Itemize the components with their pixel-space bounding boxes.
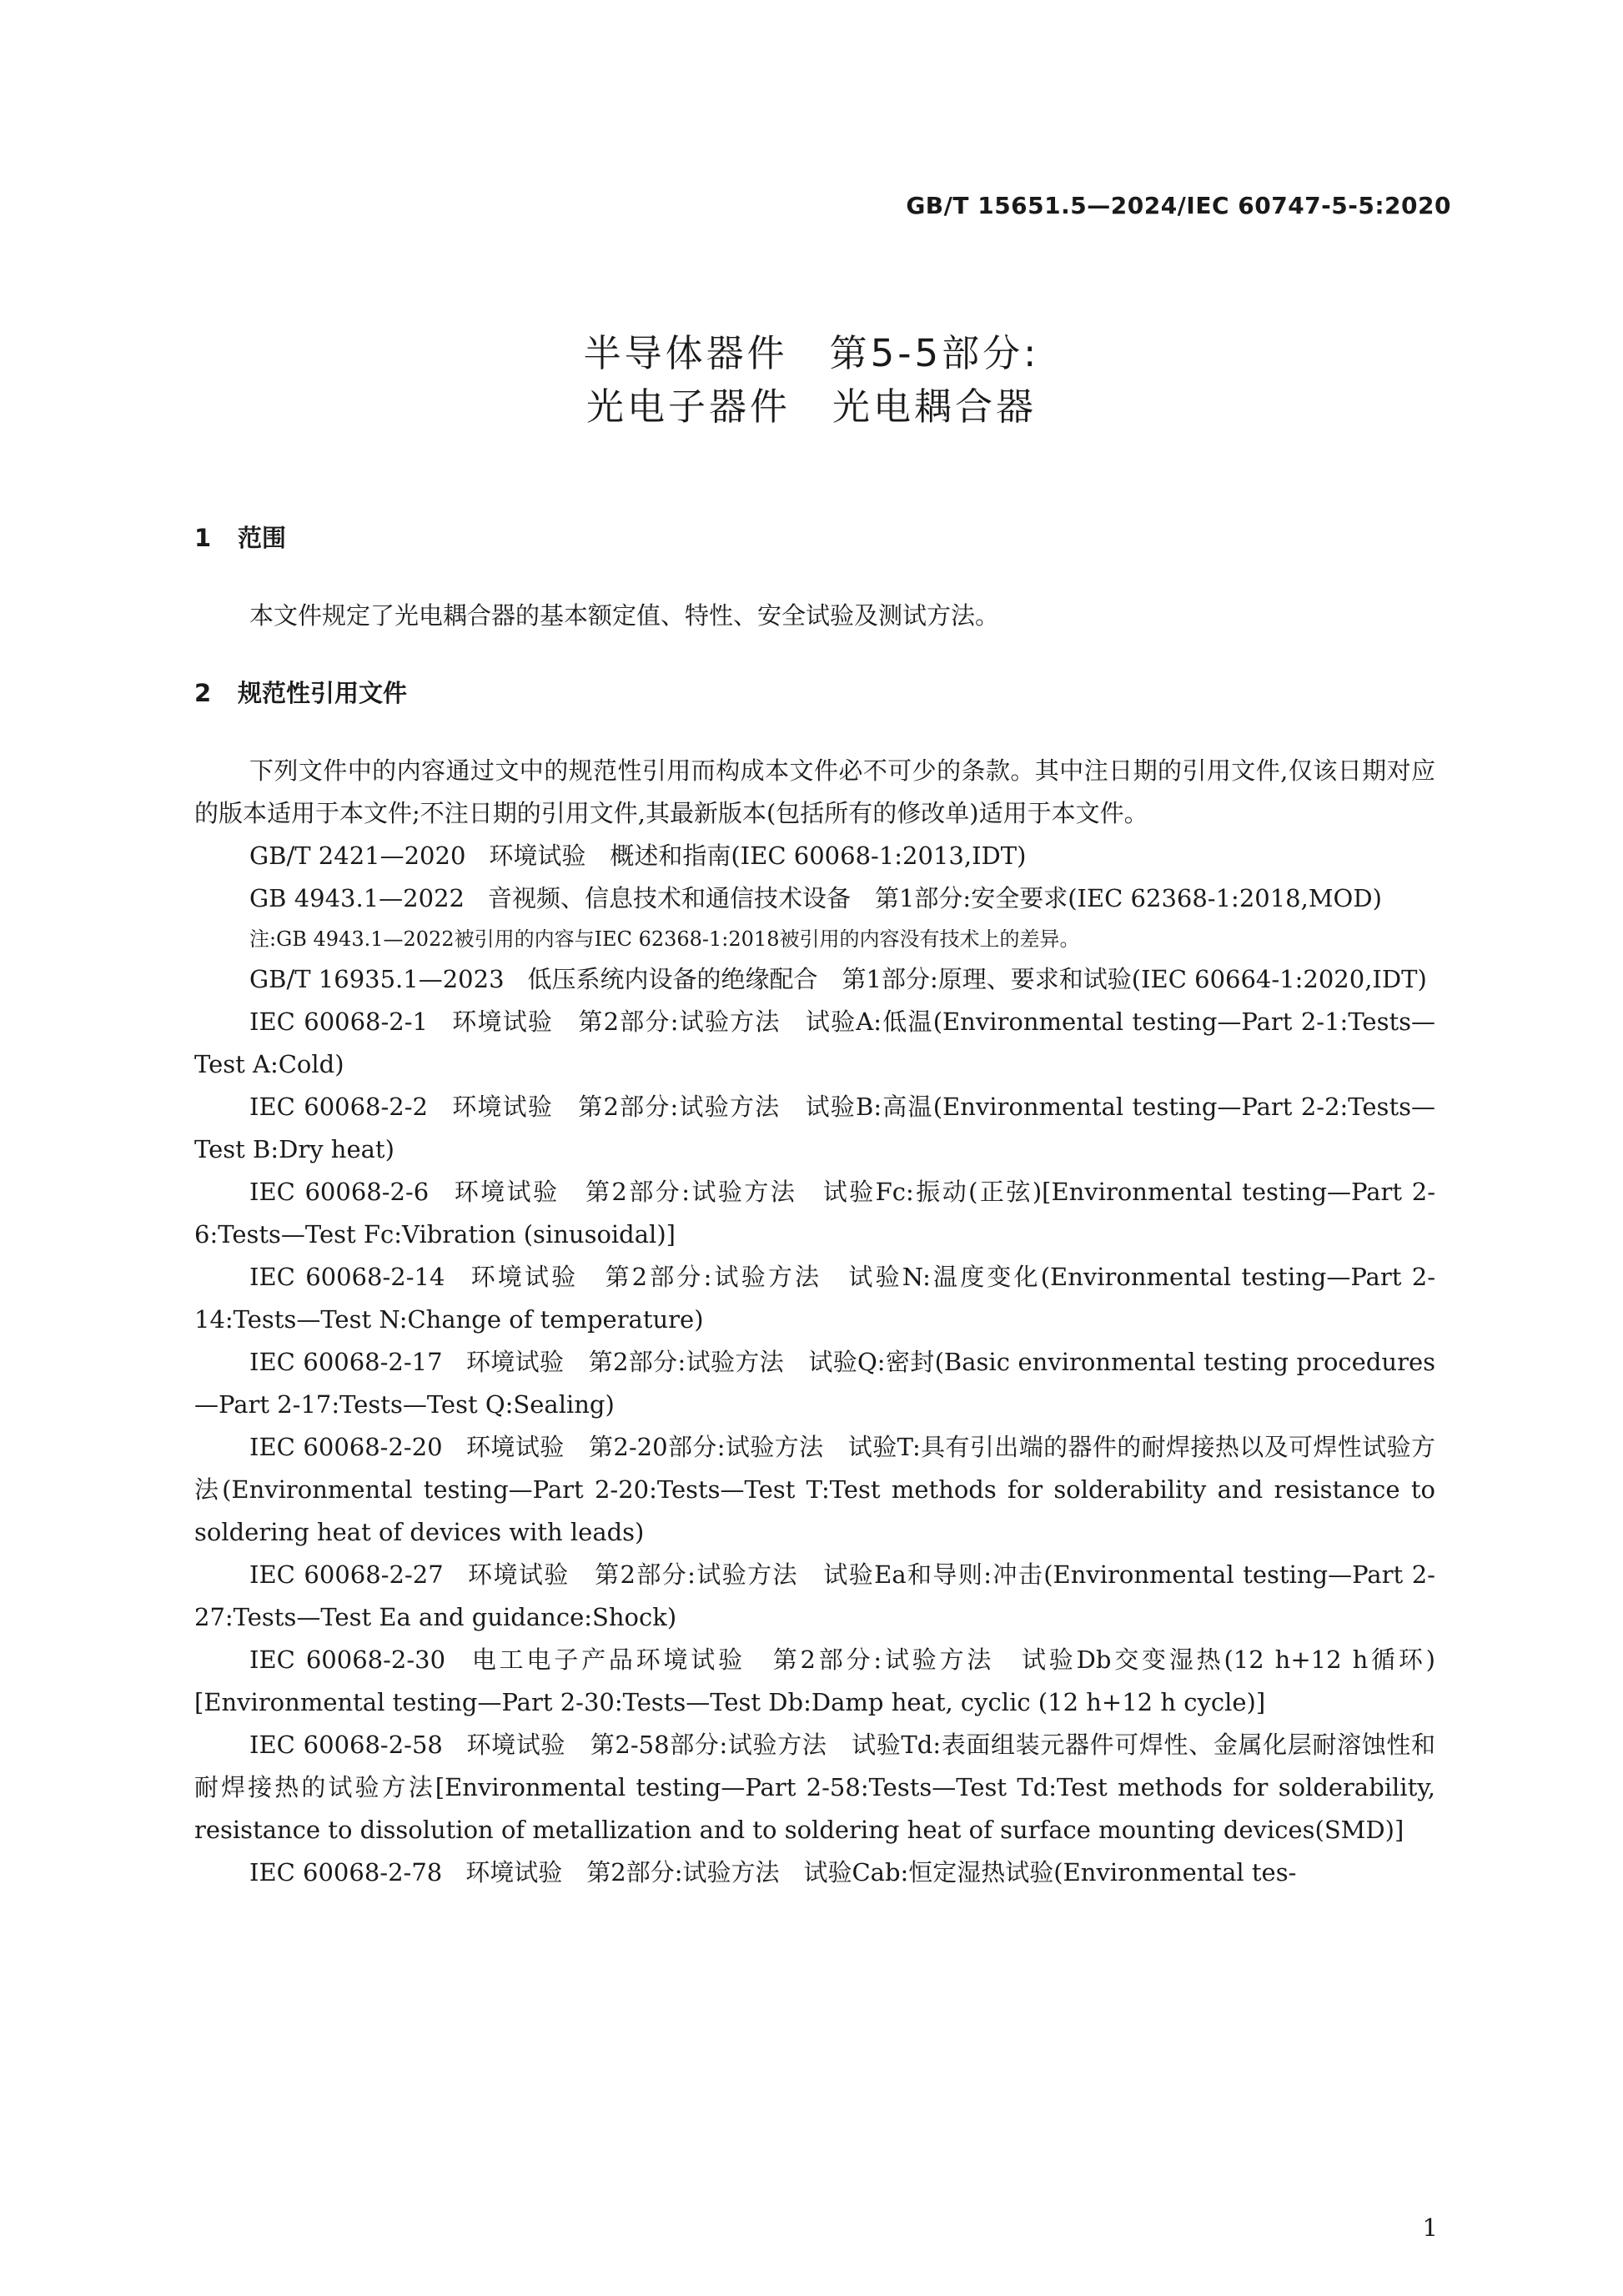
title-line-1 [0,327,1623,380]
reference-title: 环境试验 第2部分:试验方法 试验B:高温(Environmental testing—Part 2-2:Tests—Test B:Dry heat) [194,1093,1435,1163]
title-line-2-part-2: 光电耦合器 [832,384,1038,429]
section-title: 范围 [238,524,287,552]
reference-title: 环境试验 第2部分:试验方法 试验A:低温(Environmental testing—Part 2-1:Tests—Test A:Cold) [194,1007,1435,1078]
document-title [0,327,1623,434]
reference-item [194,1086,1435,1171]
reference-title: 电工电子产品环境试验 第2部分:试验方法 试验Db交变湿热(12 h+12 h循环)[Environmental testing—Part 2-30:Tests—Test Db:Damp heat, cyclic (12 h+12 h cycle)] [194,1645,1435,1716]
reference-code: IEC 60068-2-2 [249,1093,428,1121]
reference-item [194,1256,1435,1341]
reference-title: 环境试验 第2部分:试验方法 试验Ea和导则:冲击(Environmental testing—Part 2-27:Tests—Test Ea and guidance:Shock) [194,1560,1435,1631]
section-title: 规范性引用文件 [238,679,408,707]
reference-code: GB/T 16935.1—2023 [249,965,505,993]
reference-code: GB/T 2421—2020 [249,842,466,870]
reference-item [194,1341,1435,1426]
references-intro-paragraph: 下列文件中的内容通过文中的规范性引用而构成本文件必不可少的条款。其中注日期的引用文件,仅该日期对应的版本适用于本文件;不注日期的引用文件,其最新版本(包括所有的修改单)适用于本文件。 [194,756,1435,827]
section-heading-normative-references [194,672,1435,715]
reference-title: 低压系统内设备的绝缘配合 第1部分:原理、要求和试验(IEC 60664-1:2020,IDT) [527,965,1427,993]
section-number: 1 [194,524,212,552]
reference-code: IEC 60068-2-14 [249,1263,445,1291]
reference-code: IEC 60068-2-1 [249,1007,429,1036]
reference-item [194,1426,1435,1554]
reference-code: IEC 60068-2-30 [249,1645,446,1674]
reference-title: 环境试验 概述和指南(IEC 60068-1:2013,IDT) [489,842,1027,870]
reference-title: 音视频、信息技术和通信技术设备 第1部分:安全要求(IEC 62368-1:2018,MOD) [487,884,1382,912]
reference-code: IEC 60068-2-20 [249,1433,443,1461]
title-line-1-part-2: 第5-5部分: [829,331,1040,375]
section-heading-scope [194,517,1435,560]
reference-item [194,958,1435,1001]
title-line-2-part-1: 光电子器件 [585,384,791,429]
reference-item [194,1171,1435,1256]
reference-code: IEC 60068-2-27 [249,1560,444,1589]
reference-item [194,1724,1435,1851]
page-number: 1 [1422,2213,1438,2242]
scope-paragraph: 本文件规定了光电耦合器的基本额定值、特性、安全试验及测试方法。 [249,601,1000,630]
reference-code: IEC 60068-2-58 [249,1731,443,1759]
section-number: 2 [194,679,212,707]
reference-note: 注:GB 4943.1—2022被引用的内容与IEC 62368-1:2018被引用的内容没有技术上的差异。 [249,927,1080,951]
reference-title: 环境试验 第2部分:试验方法 试验Q:密封(Basic environmental testing procedures—Part 2-17:Tests—Test Q:Sealing) [194,1348,1435,1419]
document-body [194,517,1435,1894]
reference-title: 环境试验 第2-58部分:试验方法 试验Td:表面组装元器件可焊性、金属化层耐溶蚀性和耐焊接热的试验方法[Environmental testing—Part 2-58:Tests—Test Td:Test methods for solderability, resistance to dissolution of metallization and to soldering heat of surface mounting devices(SMD)] [194,1731,1435,1844]
reference-item [194,1851,1435,1894]
reference-code: IEC 60068-2-17 [249,1348,443,1376]
reference-item [194,1554,1435,1639]
reference-code: IEC 60068-2-78 [249,1858,443,1887]
title-line-1-part-1: 半导体器件 [583,331,788,375]
reference-code: GB 4943.1—2022 [249,884,465,912]
reference-item [194,877,1435,920]
reference-title: 环境试验 第2部分:试验方法 试验Cab:恒定湿热试验(Environmental tes- [465,1858,1297,1887]
reference-title: 环境试验 第2部分:试验方法 试验Fc:振动(正弦)[Environmental testing—Part 2-6:Tests—Test Fc:Vibration (sinusoidal)] [194,1178,1435,1248]
reference-title: 环境试验 第2部分:试验方法 试验N:温度变化(Environmental testing—Part 2-14:Tests—Test N:Change of temperature) [194,1263,1435,1334]
reference-item [194,1639,1435,1724]
reference-title: 环境试验 第2-20部分:试验方法 试验T:具有引出端的器件的耐焊接热以及可焊性试验方法(Environmental testing—Part 2-20:Tests—Test T:Test methods for solderability and resistance to soldering heat of devices with leads) [194,1433,1435,1546]
reference-item [194,835,1435,877]
standard-number-header: GB/T 15651.5—2024/IEC 60747-5-5:2020 [906,192,1451,219]
reference-item [194,1001,1435,1086]
reference-code: IEC 60068-2-6 [249,1178,430,1206]
title-line-2 [0,380,1623,434]
